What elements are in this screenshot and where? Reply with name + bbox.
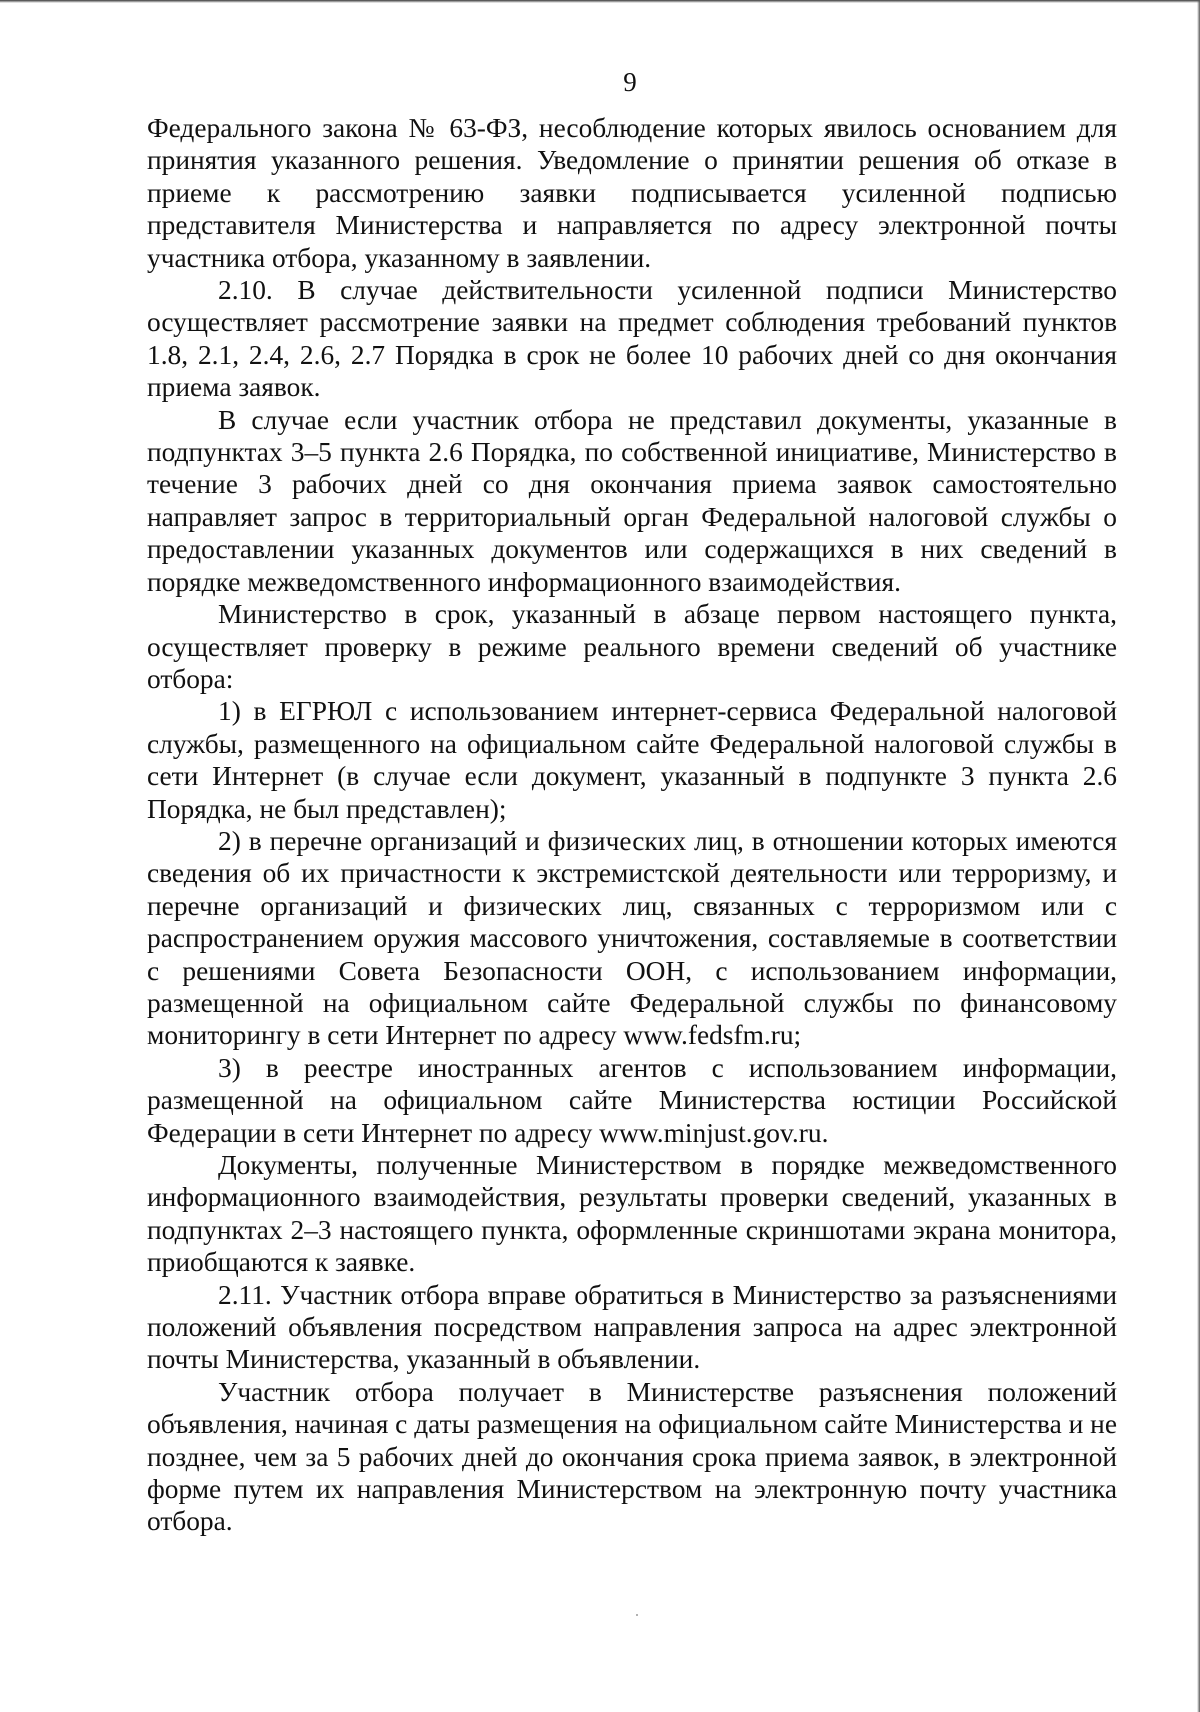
list-item-egrul: 1) в ЕГРЮЛ с использованием интернет-сервиса Федеральной налоговой службы, размещенного на официальном сайте Федеральной налоговой службы в сети Интернет (в случае если документ, указанный в подпункте 3 пункта 2.6 Порядка, не был представлен); — [147, 696, 1117, 824]
paragraph-missing-documents: В случае если участник отбора не представил документы, указанные в подпунктах 3–5 пункта 2.6 Порядка, по собственной инициативе, Министерство в течение 3 рабочих дней со дня окончания приема заявок самостоятельно направляет запрос в территориальный орган Федеральной налоговой службы о предоставлении указанных документов или содержащихся в них сведений в порядке межведомственного информационного взаимодействия. — [147, 404, 1117, 597]
paragraph-continuation: Федерального закона № 63-ФЗ, несоблюдение которых явилось основанием для принятия указанного решения. Уведомление о принятии решения об отказе в приеме к рассмотрению заявки подписывается усиленной подписью представителя Министерства и направляется по адресу электронной почты участника отбора, указанному в заявлении. — [147, 113, 1117, 273]
paragraph-2-10: 2.10. В случае действительности усиленной подписи Министерство осуществляет рассмотрение заявки на предмет соблюдения требований пунктов 1.8, 2.1, 2.4, 2.6, 2.7 Порядка в срок не более 10 рабочих дней со дня окончания приема заявок. — [147, 275, 1117, 403]
page-number: 9 — [623, 67, 637, 97]
paragraph-2-11: 2.11. Участник отбора вправе обратиться в Министерство за разъяснениями положений объявления посредством направления запроса на адрес электронной почты Министерства, указанный в объявлении. — [147, 1279, 1117, 1375]
paragraph-documents-attached: Документы, полученные Министерством в порядке межведомственного информационного взаимодействия, результаты проверки сведений, указанных в подпунктах 2–3 настоящего пункта, оформленные скриншотами экрана монитора, приобщаются к заявке. — [147, 1150, 1117, 1278]
paragraph-clarifications: Участник отбора получает в Министерстве разъяснения положений объявления, начиная с даты размещения на официальном сайте Министерства и не позднее, чем за 5 рабочих дней до окончания срока приема заявок, в электронной форме путем их направления Министерством на электронную почту участника отбора. — [147, 1376, 1117, 1537]
list-item-foreign-agents: 3) в реестре иностранных агентов с использованием информации, размещенной на официальном сайте Министерства юстиции Российской Федерации в сети Интернет по адресу www.minjust.gov.ru. — [147, 1052, 1117, 1148]
scan-border-top — [0, 0, 1200, 3]
document-body — [147, 112, 1117, 1538]
list-item-terrorism-lists: 2) в перечне организаций и физических лиц, в отношении которых имеются сведения об их причастности к экстремистской деятельности или терроризму, и перечне организаций и физических лиц, связанных с терроризмом или с распространением оружия массового уничтожения, составляемые в соответствии с решениями Совета Безопасности ООН, с использованием информации, размещенной на официальном сайте Федеральной службы по финансовому мониторингу в сети Интернет по адресу www.fedsfm.ru; — [147, 825, 1117, 1051]
paragraph-realtime-check: Министерство в срок, указанный в абзаце первом настоящего пункта, осуществляет проверку в режиме реального времени сведений об участнике отбора: — [147, 599, 1117, 694]
scan-speck — [636, 1614, 638, 1616]
